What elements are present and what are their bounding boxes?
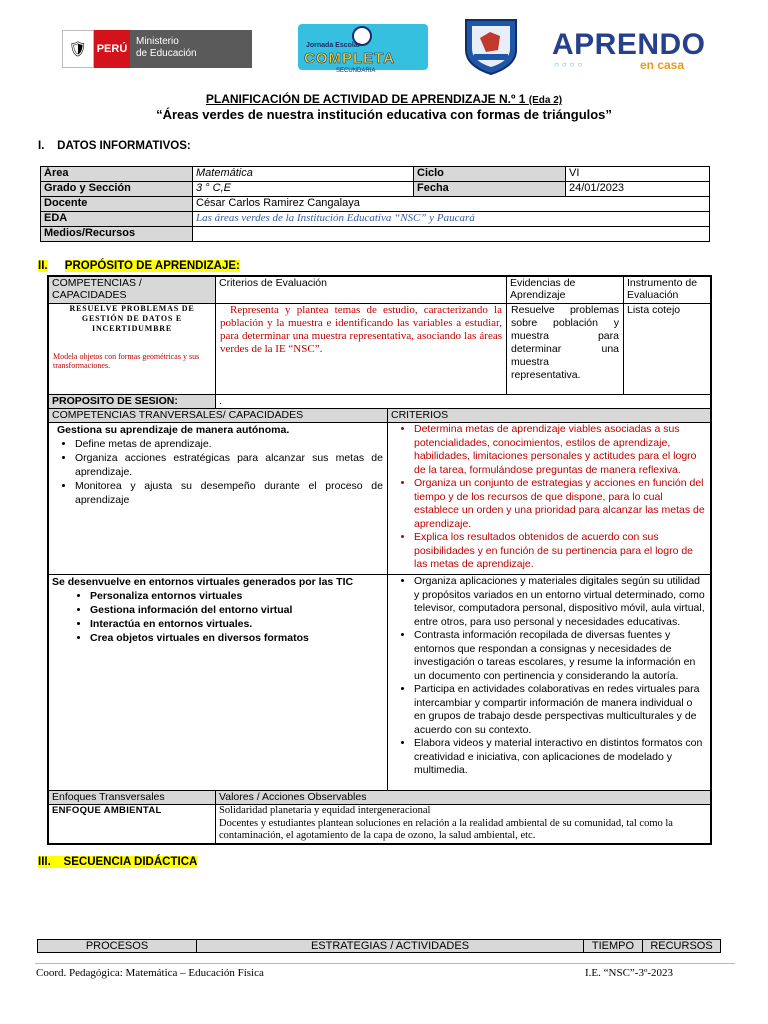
section3-title: III. SECUENCIA DIDÁCTICA (38, 856, 198, 868)
completa-line1: Jornada Escolar (306, 42, 361, 49)
ciclo-label: Ciclo (414, 167, 566, 182)
competencias-header: COMPETENCIAS / CAPACIDADES (48, 276, 216, 304)
instrumento-header: Instrumento de Evaluación (623, 276, 711, 304)
list-item: • Gestiona información del entorno virtual (90, 603, 384, 617)
criterios-transversales-header: CRITERIOS (387, 408, 711, 423)
capacidad-text: Modela objetos con formas geométricas y sus transformaciones. (53, 352, 200, 370)
evidencias-header: Evidencias de Aprendizaje (506, 276, 624, 304)
tic-criterios-list (398, 575, 706, 778)
list-item: • Monitorea y ajusta su desempeño durante el proceso de aprendizaje (75, 479, 383, 507)
aprendo-logo: APRENDO (552, 28, 706, 61)
completa-line3: SECUNDARIA (336, 68, 376, 74)
fecha-label: Fecha (414, 182, 566, 197)
grado-label: Grado y Sección (41, 182, 193, 197)
list-item: • Contrasta información recopilada de diversas fuentes y entornos que respondan a consignas y necesidades de investigación o tareas escolares, y resume la información en un documento con pertinencia y considerando la autoría. (414, 629, 706, 683)
accion-text: Docentes y estudiantes plantean soluciones en relación a la realidad ambiental de su comunidad, tal como la contaminación, el agotamiento de la capa de ozono, la salud ambiental, etc. (219, 817, 673, 841)
list-item: • Define metas de aprendizaje. (75, 437, 383, 451)
gestiona-criterios-list (398, 423, 706, 572)
datos-informativos-table (40, 166, 710, 242)
ministry-line2: de Educación (136, 48, 197, 59)
criterio-cell: Representa y plantea temas de estudio, caracterizando la población y la muestra e identificando las variables a estudiar, para determinar una muestra representativa, asociando las áreas verdes de la IE “NSC”. (215, 303, 507, 395)
list-item: • Interactúa en entornos virtuales. (90, 617, 384, 631)
document-title (0, 92, 768, 106)
list-item: • Crea objetos virtuales en diversos formatos (90, 631, 384, 645)
recursos-header: RECURSOS (643, 940, 721, 953)
section3-heading (38, 856, 197, 868)
title-text: PLANIFICACIÓN DE ACTIVIDAD DE APRENDIZAJE N.º 1 (205, 92, 526, 106)
proposito-label: PROPOSITO DE SESION: (48, 394, 216, 409)
area-value: Matemática (193, 167, 414, 182)
tic-list (52, 589, 384, 645)
eda-row-value: Las áreas verdes de la Institución Educativa “NSC” y Paucará (193, 212, 710, 227)
eda-label: (Eda 2) (528, 95, 563, 106)
instrumento-cell: Lista cotejo (623, 303, 711, 395)
tiempo-header: TIEMPO (584, 940, 643, 953)
peru-ministry-logo (62, 30, 252, 68)
valor-cell (215, 804, 711, 844)
tic-criterios-cell (387, 574, 711, 791)
list-item: • Explica los resultados obtenidos de acuerdo con sus posibilidades y en función de su pertinencia para el logro de las metas de aprendizaje. (414, 531, 706, 572)
list-item: • Personaliza entornos virtuales (90, 589, 384, 603)
list-item: • Participa en actividades colaborativas en redes virtuales para intercambiar y compartir información de manera individual o en grupos de trabajo desde perspectivas multiculturales y de acuerdo con su contexto. (414, 683, 706, 737)
gestiona-list (57, 437, 383, 507)
competencia-text: RESUELVE PROBLEMAS DE GESTIÓN DE DATOS E INCERTIDUMBRE (69, 304, 195, 333)
footer-left: Coord. Pedagógica: Matemática – Educación Física (36, 967, 264, 979)
criterios-header: Criterios de Evaluación (215, 276, 507, 304)
medios-value (193, 227, 710, 242)
gestiona-cell (48, 422, 388, 575)
evidencia-cell: Resuelve problemas sobre población y muestra para determinar una muestra representativa. (506, 303, 624, 395)
secuencia-table (37, 939, 721, 953)
gestiona-criterios-cell (387, 422, 711, 575)
grado-value: 3 ° C,E (193, 182, 414, 197)
fecha-value: 24/01/2023 (566, 182, 710, 197)
eda-row-label: EDA (41, 212, 193, 227)
school-badge-icon (460, 16, 522, 76)
area-label: Área (41, 167, 193, 182)
docente-label: Docente (41, 197, 193, 212)
medios-label: Medios/Recursos (41, 227, 193, 242)
valores-header: Valores / Acciones Observables (215, 790, 711, 805)
ciclo-value: VI (566, 167, 710, 182)
estrategias-header: ESTRATEGIAS / ACTIVIDADES (197, 940, 584, 953)
section2-title: PROPÓSITO DE APRENDIZAJE: (64, 260, 240, 272)
section2-heading (38, 260, 240, 272)
proposito-table (47, 275, 712, 845)
footer-right: I.E. “NSC”-3º-2023 (585, 967, 674, 979)
gestiona-title: Gestiona su aprendizaje de manera autónoma. (57, 424, 290, 436)
ministry-label (130, 30, 252, 68)
tic-cell (48, 574, 388, 791)
tic-title: Se desenvuelve en entornos virtuales generados por las TIC (52, 576, 354, 588)
peru-label: PERÚ (94, 30, 130, 68)
section2-number: II. (38, 260, 48, 272)
list-item: • Organiza acciones estratégicas para alcanzar sus metas de aprendizaje. (75, 451, 383, 479)
coat-of-arms-icon: 🛡 (62, 30, 94, 68)
transversales-header: COMPETENCIAS TRANVERSALES/ CAPACIDADES (48, 408, 388, 423)
en-casa-label: en casa (640, 58, 685, 72)
enfoque-cell: ENFOQUE AMBIENTAL (48, 804, 216, 844)
completa-line2: COMPLETA (304, 50, 396, 67)
section1-heading: I. DATOS INFORMATIVOS: (38, 140, 191, 152)
list-item: • Elabora videos y material interactivo en distintos formatos con creatividad e iniciativa, con aplicaciones de modelado y multimedia. (414, 737, 706, 778)
decorative-dots-icon: ○○○○ (554, 60, 586, 69)
list-item: • Organiza un conjunto de estrategias y acciones en función del tiempo y de los recursos de que dispone, para lo cual establece un orden y una prioridad para alcanzar las metas de aprendizaje. (414, 477, 706, 531)
list-item: • Determina metas de aprendizaje viables asociadas a sus potencialidades, conocimientos, estilos de aprendizaje, habilidades, limitaciones personales y actitudes para el logro de la tarea, formulándose preguntas de manera reflexiva. (414, 423, 706, 477)
competencia-cell (48, 303, 216, 395)
document-subtitle: “Áreas verdes de nuestra institución educativa con formas de triángulos” (156, 107, 612, 122)
docente-value: César Carlos Ramirez Cangalaya (193, 197, 710, 212)
footer-divider (35, 963, 735, 964)
enfoques-header: Enfoques Transversales (48, 790, 216, 805)
ministry-line1: Ministerio (136, 36, 179, 47)
valor-text: Solidaridad planetaria y equidad intergeneracional (219, 805, 431, 816)
list-item: • Organiza aplicaciones y materiales digitales según su utilidad y propósitos variados en un entorno virtual determinado, como televisor, computadora personal, dispositivo móvil, aula virtual, entre otros, para uso personal y necesidades educativas. (414, 575, 706, 629)
jornada-completa-logo (298, 24, 428, 74)
procesos-header: PROCESOS (38, 940, 197, 953)
proposito-value: . (215, 394, 711, 409)
